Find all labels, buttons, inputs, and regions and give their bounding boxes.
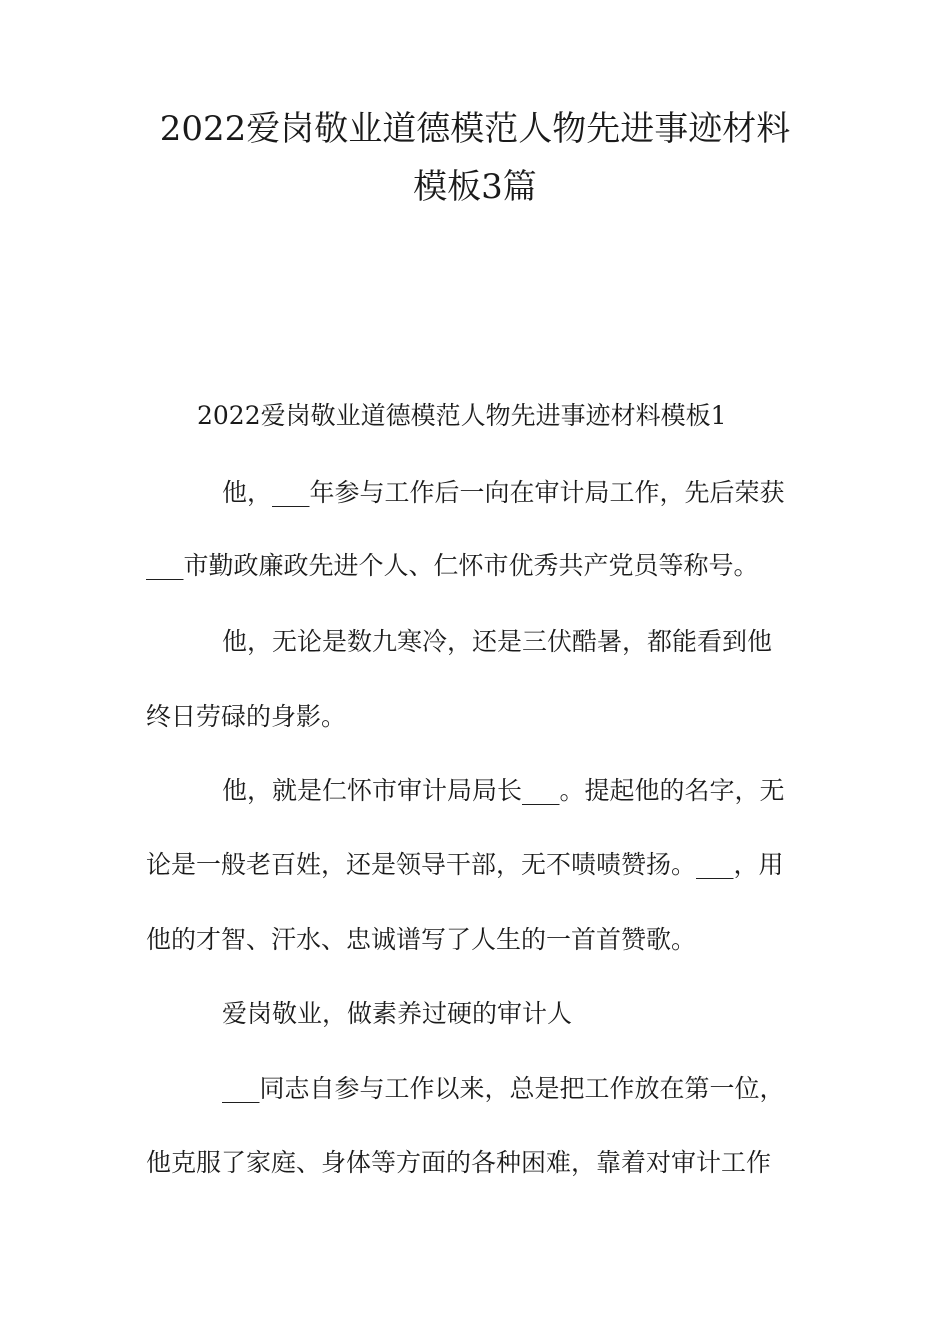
paragraph-line: 他，就是仁怀市审计局局长___。提起他的名字，无	[222, 776, 785, 805]
paragraph-line: ___市勤政廉政先进个人、仁怀市优秀共产党员等称号。	[146, 551, 759, 580]
paragraph-line: 他，无论是数九寒冷，还是三伏酷暑，都能看到他	[222, 627, 773, 656]
paragraph-line: 他，___年参与工作后一向在审计局工作，先后荣获	[222, 478, 785, 507]
document-title-line-1: 2022爱岗敬业道德模范人物先进事迹材料	[159, 109, 791, 149]
subheading-line: 爱岗敬业，做素养过硬的审计人	[222, 999, 573, 1028]
section-heading: 2022爱岗敬业道德模范人物先进事迹材料模板1	[197, 401, 727, 430]
paragraph-line: ___同志自参与工作以来，总是把工作放在第一位，	[222, 1074, 785, 1103]
paragraph-line: 终日劳碌的身影。	[146, 702, 347, 731]
paragraph-line: 论是一般老百姓，还是领导干部，无不啧啧赞扬。___，用	[146, 850, 784, 879]
document-title-line-2: 模板3篇	[413, 167, 537, 207]
paragraph-line: 他克服了家庭、身体等方面的各种困难，靠着对审计工作	[146, 1148, 772, 1177]
paragraph-line: 他的才智、汗水、忠诚谱写了人生的一首首赞歌。	[146, 925, 697, 954]
